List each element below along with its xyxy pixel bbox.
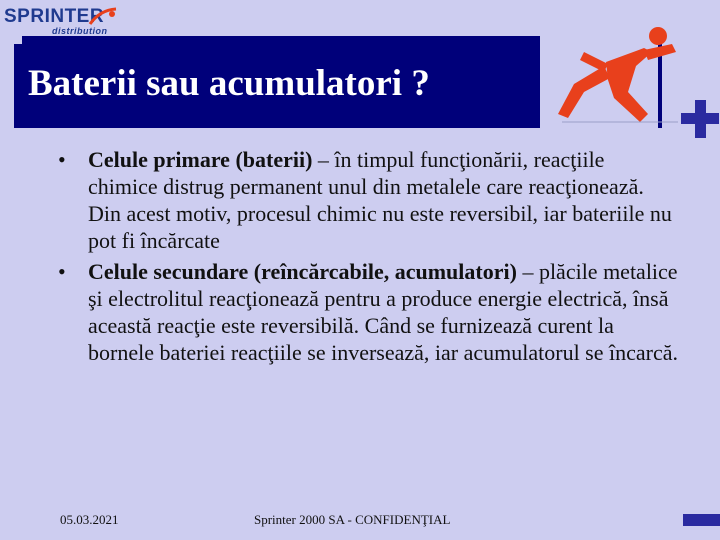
bullet-dot-icon: • bbox=[58, 147, 66, 172]
bullet-text: – plăcile metalice şi electrolitul reacţionează pentru a produce energie electrică, însă această reacţie este reversibilă. Când se furnizează curent la bornele bateriei reacţiile se inversează, iar acumulatorul se încarcă. bbox=[88, 259, 679, 365]
bullet-lead: Celule primare (baterii) bbox=[88, 147, 313, 172]
bullet-lead: Celule secundare (reîncărcabile, acumulatori) bbox=[88, 259, 517, 284]
logo-swoosh-icon bbox=[88, 6, 118, 28]
bullet-item bbox=[58, 258, 678, 366]
logo-brand-text: SPRINTER bbox=[4, 6, 105, 27]
slide-title: Baterii sau acumulatori ? bbox=[28, 63, 430, 104]
runner-icon bbox=[548, 22, 688, 130]
bullet-dot-icon: • bbox=[58, 259, 66, 284]
plus-icon bbox=[681, 100, 719, 138]
sprinter-logo bbox=[4, 6, 124, 40]
bullet-item bbox=[58, 146, 678, 254]
footer-date: 05.03.2021 bbox=[60, 512, 119, 527]
footer-confidential: Sprinter 2000 SA - CONFIDENŢIAL bbox=[254, 512, 451, 527]
footer-accent-bar bbox=[683, 514, 720, 526]
bullet-text: – în timpul funcţionării, reacţiile chimice distrug permanent unul din metalele care reacţionează. Din acest motiv, procesul chimic nu este reversibil, iar bateriile nu pot fi încărcate bbox=[88, 147, 672, 253]
bullet-list bbox=[58, 146, 678, 370]
logo-sub-text: distribution bbox=[52, 26, 108, 36]
